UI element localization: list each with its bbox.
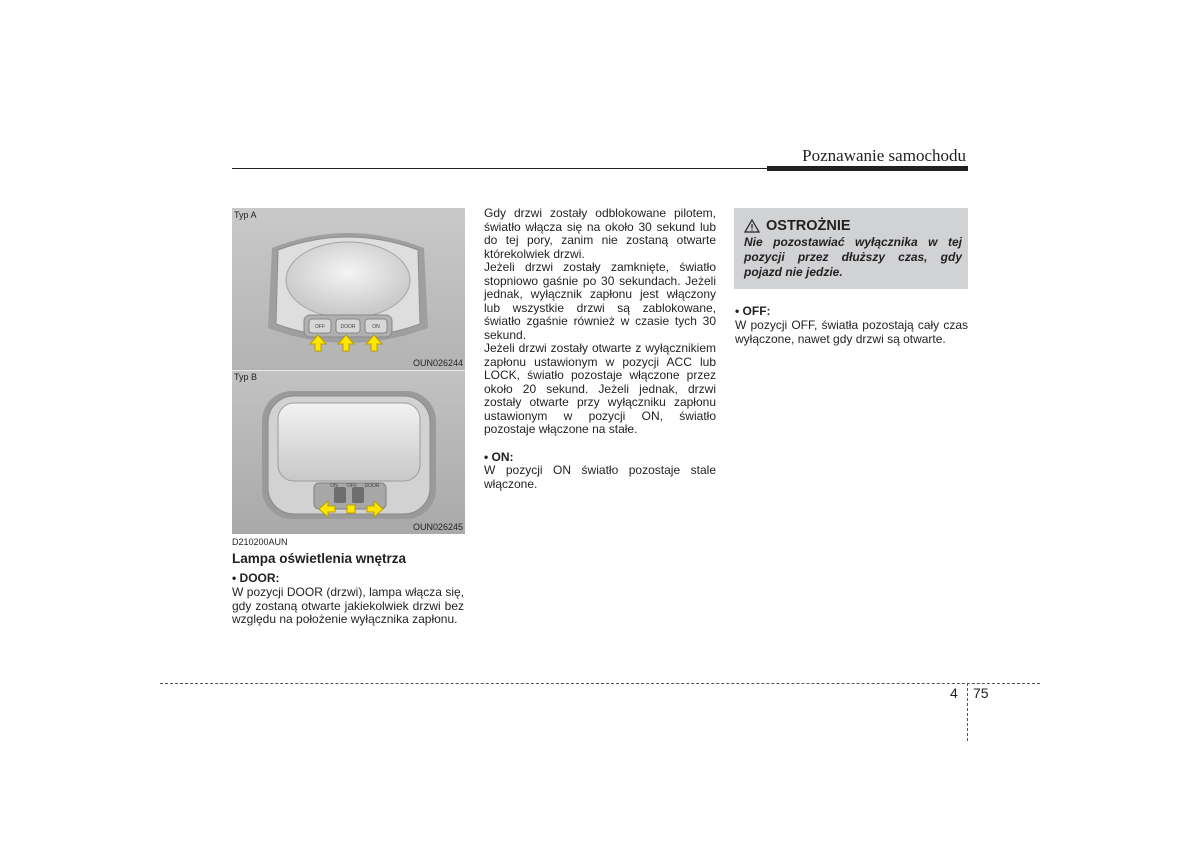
- paragraph-door-closed: Jeżeli drzwi zostały zamknięte, światło stopniowo gaśnie po 30 sekundach. Jeżeli jednak, wyłącznik zapłonu jest włączony lub wszystkie drzwi są zablokowane, światło zgaśnie również w czasie tych 30 sekund.: [484, 260, 716, 342]
- footer-divider: [160, 683, 1040, 684]
- figure-lamp-type-b: [232, 370, 465, 534]
- footer-vertical-divider: [967, 683, 968, 741]
- paragraph-remote-unlock: Gdy drzwi zostały odblokowane pilotem, światło włącza się na około 30 sekund lub do tej pory, zanim nie zostaną otwarte którekolwiek drzwi.: [484, 206, 716, 261]
- off-description-block: [735, 319, 968, 346]
- door-text: W pozycji DOOR (drzwi), lampa włącza się, gdy zostaną otwarte jakiekolwiek drzwi bez względu na położenie wyłącznika zapłonu.: [232, 585, 464, 626]
- door-heading: • DOOR:: [232, 571, 280, 585]
- door-description: [232, 586, 464, 627]
- switch-label-on: ON: [330, 483, 338, 489]
- section-title: Lampa oświetlenia wnętrza: [232, 551, 407, 566]
- paragraph-door-opened: Jeżeli drzwi zostały otwarte z wyłącznikiem zapłonu ustawionym w pozycji ACC lub LOCK, światło pozostaje włączone przez około 20 sekund. Jeżeli jednak, drzwi zostały otwarte przy wyłączniku zapłonu ustawionym w pozycji ON, światło pozostaje włączone na stałe.: [484, 341, 716, 436]
- lamp-type-b-illustration: [232, 371, 465, 534]
- header-rule-accent: [767, 166, 968, 171]
- switch-label-off: OFF: [347, 483, 357, 489]
- switch-label-door: DOOR: [364, 483, 380, 489]
- chapter-number: 4: [950, 685, 958, 701]
- middle-column: [484, 207, 716, 491]
- figure-code-b: OUN026245: [412, 522, 463, 532]
- figure-lamp-type-a: [232, 208, 465, 370]
- caution-text: Nie pozostawiać wyłącznika w tej pozycji przez dłuższy czas, gdy pojazd nie jedzie.: [744, 235, 962, 279]
- section-code: D210200AUN: [232, 537, 288, 547]
- page-number: 75: [973, 685, 989, 701]
- figure-code-a: OUN026244: [412, 358, 463, 368]
- switch-label-door: DOOR: [340, 324, 356, 330]
- off-heading: • OFF:: [735, 304, 771, 318]
- caution-box: [734, 208, 968, 289]
- switch-label-off: OFF: [315, 324, 325, 330]
- on-heading: • ON:: [484, 449, 514, 464]
- lamp-type-a-illustration: [232, 208, 465, 370]
- on-description: W pozycji ON światło pozostaje stale włączone.: [484, 463, 716, 491]
- figure-label-type-a: Typ A: [234, 210, 257, 220]
- figure-label-type-b: Typ B: [234, 372, 258, 382]
- off-description: W pozycji OFF, światła pozostają cały czas wyłączone, nawet gdy drzwi są otwarte.: [735, 318, 968, 346]
- caution-header: [744, 218, 851, 234]
- warning-triangle-icon: [744, 219, 760, 233]
- square-marker-icon: [347, 505, 355, 513]
- switch-label-on: ON: [372, 324, 380, 330]
- caution-title: OSTROŻNIE: [766, 218, 851, 234]
- header-rule: [232, 168, 767, 169]
- page-header-title: Poznawanie samochodu: [802, 146, 966, 165]
